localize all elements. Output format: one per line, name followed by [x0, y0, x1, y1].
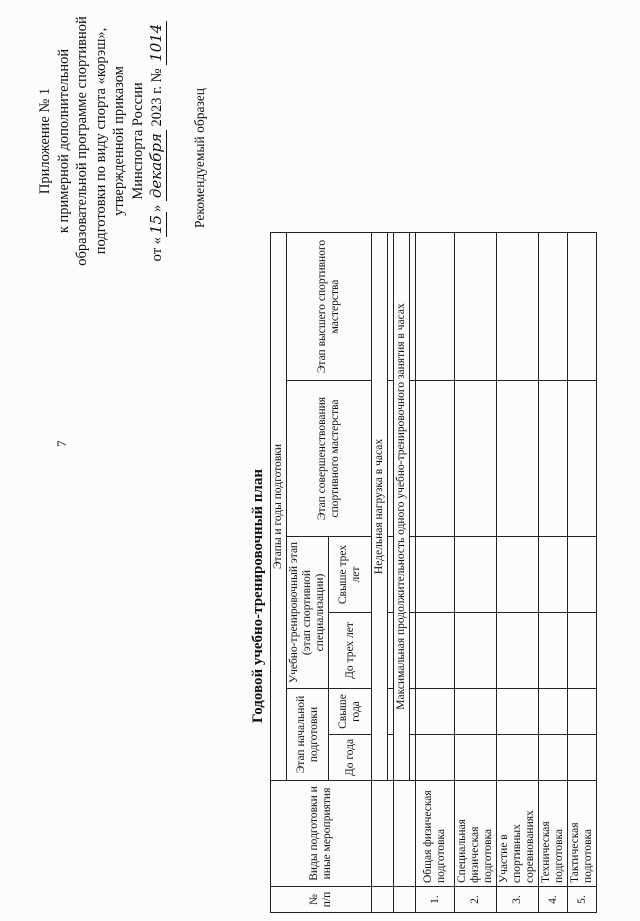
table-cell [416, 233, 455, 381]
date-day: 15 [147, 212, 167, 237]
annex-line: подготовки по виду спорта «корэш», [92, 27, 109, 255]
page-number: 7 [54, 440, 69, 447]
table-cell [497, 735, 539, 781]
table-cell [455, 689, 497, 735]
table-cell [497, 613, 539, 689]
sub-until-year: До года [329, 735, 372, 781]
table-cell [539, 735, 568, 781]
table-cell [539, 381, 568, 537]
annex-line: Минспорта России [129, 82, 146, 200]
table-cell [539, 613, 568, 689]
date-year: 2023 г. № [149, 68, 165, 127]
row-name: Общая физическая подготовка [416, 781, 455, 887]
header-row [271, 233, 287, 913]
row-name: Специальная физическая подготовка [455, 781, 497, 887]
col-types-header: Виды подготовки и иные мероприятия [271, 781, 372, 887]
date-mid: » [149, 204, 165, 212]
table-cell [568, 689, 597, 735]
table-cell [455, 381, 497, 537]
table-row [416, 233, 455, 913]
row-name: Техническая подготовка [539, 781, 568, 887]
table-cell [455, 613, 497, 689]
table-row [497, 233, 539, 913]
table-cell [394, 887, 416, 913]
table-row [539, 233, 568, 913]
table-cell [497, 381, 539, 537]
annex-line: утвержденной приказом [111, 66, 127, 216]
table-cell [394, 781, 416, 887]
training-plan-table [270, 232, 597, 913]
annex-line: образовательной программе спортивной [74, 16, 90, 266]
table-cell [497, 233, 539, 381]
table-cell [497, 689, 539, 735]
max-duration-label: Максимальная продолжительность одного учебно-тренировочного занятия в часах [394, 233, 410, 781]
date-month: декабря [147, 130, 167, 201]
table-cell [416, 381, 455, 537]
table-cell [372, 887, 394, 913]
table-cell [416, 689, 455, 735]
table-row [455, 233, 497, 913]
table-cell [568, 381, 597, 537]
row-name: Тактическая подготовка [568, 781, 597, 887]
row-num: 4. [539, 887, 568, 913]
annex-line: к примерной дополнительной [55, 48, 72, 234]
annex-title: Приложение № 1 [37, 87, 53, 195]
table-cell [455, 735, 497, 781]
sub-over-three: Свыше трех лет [329, 537, 372, 613]
stage-training-header: Учебно-тренировочный этап (этап спортивной специализации) [287, 537, 329, 689]
table-cell [539, 233, 568, 381]
table-cell [416, 735, 455, 781]
table-cell [568, 613, 597, 689]
recommended-sample: Рекомендуемый образец [192, 87, 207, 228]
stage-initial-header: Этап начальной подготовки [287, 689, 329, 781]
stage-highest-header: Этап высшего спортивного мастерства [287, 233, 372, 381]
table-cell [372, 781, 394, 887]
sub-over-year: Свыше года [329, 689, 372, 735]
document-title: Годовой учебно-тренировочный план [250, 469, 266, 723]
table-row [568, 233, 597, 913]
table-cell [539, 689, 568, 735]
max-duration-row [394, 233, 410, 913]
annex-block [36, 16, 167, 266]
table-cell [568, 537, 597, 613]
row-num: 3. [497, 887, 539, 913]
row-num: 5. [568, 887, 597, 913]
table-cell [416, 537, 455, 613]
annex-date-line [147, 16, 167, 266]
table-cell [539, 537, 568, 613]
col-num-header: № п/п [271, 887, 372, 913]
table-cell [497, 537, 539, 613]
table-cell [455, 537, 497, 613]
table-cell [568, 735, 597, 781]
table-cell [568, 233, 597, 381]
weekly-load-label: Недельная нагрузка в часах [372, 233, 388, 781]
date-prefix: от « [149, 237, 165, 262]
row-num: 1. [416, 887, 455, 913]
weekly-load-row [372, 233, 388, 913]
sub-until-three: До трех лет [329, 613, 372, 689]
row-num: 2. [455, 887, 497, 913]
stages-header: Этапы и годы подготовки [271, 233, 287, 781]
table-cell [455, 233, 497, 381]
order-number: 1014 [147, 21, 167, 65]
row-name: Участие в спортивных соревнованиях [497, 781, 539, 887]
table-cell [416, 613, 455, 689]
stage-improvement-header: Этап совершенствования спортивного мастерства [287, 381, 372, 537]
